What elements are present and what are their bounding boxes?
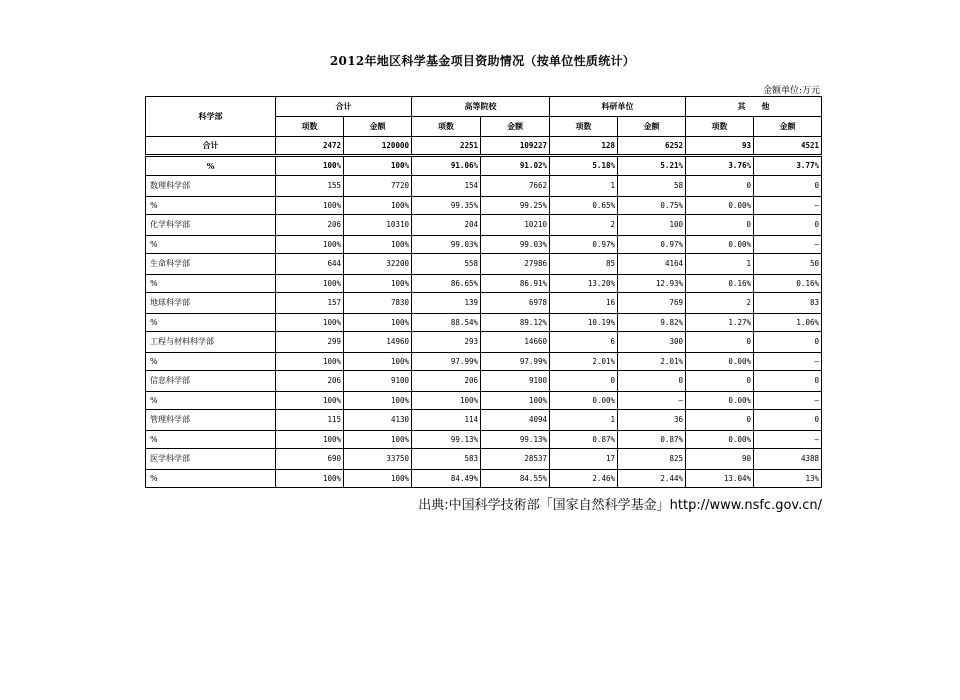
cell: 644 bbox=[276, 254, 344, 275]
cell: 100% bbox=[276, 236, 344, 254]
cell: 0 bbox=[550, 371, 618, 392]
cell: 100% bbox=[344, 156, 412, 176]
cell: 12.93% bbox=[618, 275, 686, 293]
dept-row bbox=[146, 215, 822, 236]
cell: 2251 bbox=[412, 137, 481, 156]
cell: 114 bbox=[412, 410, 481, 431]
cell: 0 bbox=[686, 215, 754, 236]
table-body bbox=[146, 137, 822, 488]
cell: 86.65% bbox=[412, 275, 481, 293]
row-label: % bbox=[146, 156, 276, 176]
cell: 100% bbox=[412, 392, 481, 410]
count-header: 项数 bbox=[412, 117, 481, 137]
cell: 91.06% bbox=[412, 156, 481, 176]
cell: 83 bbox=[754, 293, 822, 314]
amount-header: 金额 bbox=[481, 117, 550, 137]
cell: 99.03% bbox=[481, 236, 550, 254]
cell: 100% bbox=[344, 392, 412, 410]
cell: 100% bbox=[344, 197, 412, 215]
total-row bbox=[146, 137, 822, 156]
cell: 97.99% bbox=[412, 353, 481, 371]
count-header: 项数 bbox=[686, 117, 754, 137]
cell: – bbox=[754, 392, 822, 410]
cell: 100% bbox=[276, 314, 344, 332]
dept-name: 工程与材料科学部 bbox=[146, 332, 276, 353]
cell: 558 bbox=[412, 254, 481, 275]
cell: 2472 bbox=[276, 137, 344, 156]
cell: 0.65% bbox=[550, 197, 618, 215]
cell: 85 bbox=[550, 254, 618, 275]
cell: 28537 bbox=[481, 449, 550, 470]
cell: 0 bbox=[754, 215, 822, 236]
dept-row bbox=[146, 176, 822, 197]
cell: 300 bbox=[618, 332, 686, 353]
cell: 0 bbox=[686, 410, 754, 431]
count-header: 项数 bbox=[550, 117, 618, 137]
cell: 7720 bbox=[344, 176, 412, 197]
dept-name: 化学科学部 bbox=[146, 215, 276, 236]
cell: 128 bbox=[550, 137, 618, 156]
cell: 100% bbox=[276, 275, 344, 293]
cell: 5.18% bbox=[550, 156, 618, 176]
cell: 6252 bbox=[618, 137, 686, 156]
cell: 50 bbox=[754, 254, 822, 275]
cell: 10210 bbox=[481, 215, 550, 236]
cell: 100 bbox=[618, 215, 686, 236]
group-header-university: 高等院校 bbox=[412, 97, 550, 117]
row-label: % bbox=[146, 236, 276, 254]
cell: 14960 bbox=[344, 332, 412, 353]
cell: 0.75% bbox=[618, 197, 686, 215]
cell: 13% bbox=[754, 470, 822, 488]
cell: 10.19% bbox=[550, 314, 618, 332]
cell: 100% bbox=[276, 353, 344, 371]
dept-row bbox=[146, 332, 822, 353]
dept-name: 地球科学部 bbox=[146, 293, 276, 314]
cell: – bbox=[754, 353, 822, 371]
cell: 154 bbox=[412, 176, 481, 197]
cell: 206 bbox=[276, 215, 344, 236]
cell: 0.16% bbox=[754, 275, 822, 293]
cell: 99.35% bbox=[412, 197, 481, 215]
dept-pct-row bbox=[146, 197, 822, 215]
cell: 10310 bbox=[344, 215, 412, 236]
dept-pct-row bbox=[146, 275, 822, 293]
row-label: % bbox=[146, 197, 276, 215]
dept-row bbox=[146, 371, 822, 392]
cell: 1 bbox=[550, 176, 618, 197]
cell: 58 bbox=[618, 176, 686, 197]
amount-header: 金额 bbox=[754, 117, 822, 137]
cell: 88.54% bbox=[412, 314, 481, 332]
cell: 0.97% bbox=[618, 236, 686, 254]
row-label: 合计 bbox=[146, 137, 276, 156]
cell: 293 bbox=[412, 332, 481, 353]
cell: 100% bbox=[344, 431, 412, 449]
funding-table bbox=[145, 96, 822, 488]
cell: – bbox=[754, 431, 822, 449]
cell: 0.87% bbox=[618, 431, 686, 449]
cell: 1.27% bbox=[686, 314, 754, 332]
cell: 27986 bbox=[481, 254, 550, 275]
cell: 299 bbox=[276, 332, 344, 353]
dept-row bbox=[146, 293, 822, 314]
cell: 4130 bbox=[344, 410, 412, 431]
cell: 13.20% bbox=[550, 275, 618, 293]
cell: 583 bbox=[412, 449, 481, 470]
cell: 2.01% bbox=[618, 353, 686, 371]
cell: 5.21% bbox=[618, 156, 686, 176]
cell: 84.49% bbox=[412, 470, 481, 488]
cell: 4094 bbox=[481, 410, 550, 431]
cell: 0 bbox=[686, 371, 754, 392]
cell: 2.01% bbox=[550, 353, 618, 371]
cell: 1.06% bbox=[754, 314, 822, 332]
cell: 16 bbox=[550, 293, 618, 314]
cell: 0.16% bbox=[686, 275, 754, 293]
row-label: % bbox=[146, 314, 276, 332]
count-header: 项数 bbox=[276, 117, 344, 137]
cell: 100% bbox=[276, 392, 344, 410]
dept-name: 信息科学部 bbox=[146, 371, 276, 392]
cell: 2.44% bbox=[618, 470, 686, 488]
cell: 0.97% bbox=[550, 236, 618, 254]
dept-row bbox=[146, 254, 822, 275]
dept-name: 数理科学部 bbox=[146, 176, 276, 197]
cell: 0.00% bbox=[686, 392, 754, 410]
cell: – bbox=[618, 392, 686, 410]
dept-name: 生命科学部 bbox=[146, 254, 276, 275]
row-label: % bbox=[146, 275, 276, 293]
cell: 100% bbox=[276, 431, 344, 449]
cell: 100% bbox=[344, 314, 412, 332]
cell: 97.99% bbox=[481, 353, 550, 371]
dept-pct-row bbox=[146, 314, 822, 332]
dept-header: 科学部 bbox=[146, 97, 276, 137]
cell: 4388 bbox=[754, 449, 822, 470]
amount-header: 金额 bbox=[344, 117, 412, 137]
cell: 7662 bbox=[481, 176, 550, 197]
cell: 36 bbox=[618, 410, 686, 431]
cell: 13.04% bbox=[686, 470, 754, 488]
cell: 9100 bbox=[481, 371, 550, 392]
cell: 3.77% bbox=[754, 156, 822, 176]
amount-header: 金额 bbox=[618, 117, 686, 137]
cell: 7830 bbox=[344, 293, 412, 314]
cell: – bbox=[754, 197, 822, 215]
dept-pct-row bbox=[146, 353, 822, 371]
cell: 0.00% bbox=[686, 431, 754, 449]
cell: 100% bbox=[344, 470, 412, 488]
cell: 0 bbox=[754, 371, 822, 392]
group-header-research: 科研单位 bbox=[550, 97, 686, 117]
group-header-total: 合计 bbox=[276, 97, 412, 117]
cell: 9100 bbox=[344, 371, 412, 392]
cell: 100% bbox=[276, 156, 344, 176]
dept-pct-row bbox=[146, 392, 822, 410]
cell: 2 bbox=[550, 215, 618, 236]
row-label: % bbox=[146, 470, 276, 488]
cell: 2.46% bbox=[550, 470, 618, 488]
cell: 4521 bbox=[754, 137, 822, 156]
cell: 32200 bbox=[344, 254, 412, 275]
cell: 84.55% bbox=[481, 470, 550, 488]
cell: 0.00% bbox=[686, 236, 754, 254]
row-label: % bbox=[146, 353, 276, 371]
cell: 89.12% bbox=[481, 314, 550, 332]
cell: 3.76% bbox=[686, 156, 754, 176]
cell: 90 bbox=[686, 449, 754, 470]
cell: 99.13% bbox=[412, 431, 481, 449]
row-label: % bbox=[146, 392, 276, 410]
cell: 1 bbox=[550, 410, 618, 431]
cell: 17 bbox=[550, 449, 618, 470]
cell: 0.00% bbox=[686, 353, 754, 371]
cell: 825 bbox=[618, 449, 686, 470]
dept-name: 管理科学部 bbox=[146, 410, 276, 431]
cell: 115 bbox=[276, 410, 344, 431]
cell: 0 bbox=[686, 332, 754, 353]
cell: 4164 bbox=[618, 254, 686, 275]
cell: 99.13% bbox=[481, 431, 550, 449]
cell: 99.25% bbox=[481, 197, 550, 215]
cell: 100% bbox=[481, 392, 550, 410]
cell: 690 bbox=[276, 449, 344, 470]
cell: 0 bbox=[754, 410, 822, 431]
total-pct-row bbox=[146, 156, 822, 176]
cell: 100% bbox=[344, 236, 412, 254]
cell: 206 bbox=[412, 371, 481, 392]
cell: 100% bbox=[344, 275, 412, 293]
cell: 93 bbox=[686, 137, 754, 156]
cell: 0 bbox=[686, 176, 754, 197]
dept-row bbox=[146, 410, 822, 431]
cell: 0.87% bbox=[550, 431, 618, 449]
cell: 0 bbox=[618, 371, 686, 392]
cell: 157 bbox=[276, 293, 344, 314]
cell: 6 bbox=[550, 332, 618, 353]
cell: 0 bbox=[754, 176, 822, 197]
dept-row bbox=[146, 449, 822, 470]
cell: 1 bbox=[686, 254, 754, 275]
cell: 6978 bbox=[481, 293, 550, 314]
cell: 33750 bbox=[344, 449, 412, 470]
cell: 100% bbox=[276, 197, 344, 215]
cell: 0 bbox=[754, 332, 822, 353]
dept-pct-row bbox=[146, 470, 822, 488]
cell: 204 bbox=[412, 215, 481, 236]
dept-name: 医学科学部 bbox=[146, 449, 276, 470]
cell: 155 bbox=[276, 176, 344, 197]
dept-pct-row bbox=[146, 236, 822, 254]
cell: 99.03% bbox=[412, 236, 481, 254]
group-header-other: 其 他 bbox=[686, 97, 822, 117]
dept-pct-row bbox=[146, 431, 822, 449]
page-title: 2012年地区科学基金项目资助情况（按单位性质统计） bbox=[329, 54, 636, 68]
cell: 120000 bbox=[344, 137, 412, 156]
cell: 100% bbox=[344, 353, 412, 371]
cell: 109227 bbox=[481, 137, 550, 156]
unit-label: 金额单位:万元 bbox=[762, 86, 820, 96]
cell: 2 bbox=[686, 293, 754, 314]
cell: 100% bbox=[276, 470, 344, 488]
cell: 139 bbox=[412, 293, 481, 314]
cell: 769 bbox=[618, 293, 686, 314]
cell: – bbox=[754, 236, 822, 254]
row-label: % bbox=[146, 431, 276, 449]
source-credit: 出典:中国科学技術部「国家自然科学基金」http://www.nsfc.gov.cn/ bbox=[418, 498, 822, 513]
cell: 91.02% bbox=[481, 156, 550, 176]
cell: 14660 bbox=[481, 332, 550, 353]
cell: 0.00% bbox=[686, 197, 754, 215]
cell: 0.00% bbox=[550, 392, 618, 410]
cell: 86.91% bbox=[481, 275, 550, 293]
cell: 9.82% bbox=[618, 314, 686, 332]
cell: 206 bbox=[276, 371, 344, 392]
